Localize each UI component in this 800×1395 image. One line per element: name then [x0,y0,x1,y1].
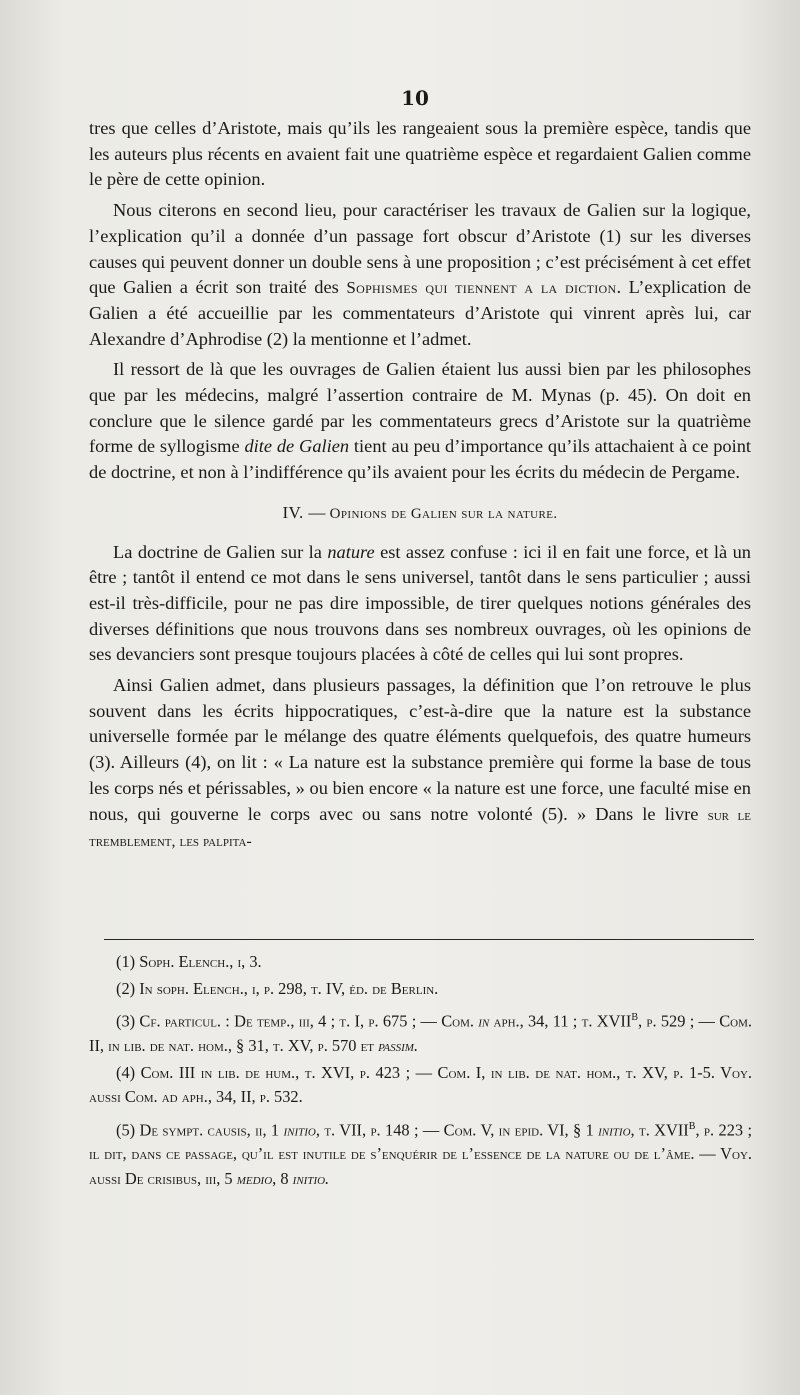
footnotes [89,950,752,1194]
treatise-title: Sophismes qui tiennent a la diction [346,278,617,298]
footnote-3 [89,1004,752,1058]
footnote-5-text-c: , t. XVII [630,1120,689,1140]
footnote-3-text-c: , p. 529 ; — Com. II, in lib. de nat. hom., § 31, t. XV, p. 570 et [89,1011,752,1056]
paragraph-1: tres que celles d’Aristote, mais qu’ils les rangeaient sous la première espèce, tandis que les auteurs plus récents en avaient fait une quatrième espèce et regardaient Galien comme le père de cette opinion. [89,118,751,190]
paragraph-5-text-a: Ainsi Galien admet, dans plusieurs passages, la définition que l’on retrouve le plus souvent dans les écrits hippocratiques, c’est-à-dire que la nature est la substance universelle formée par le mélange des quatre éléments quelquefois, des quatre humeurs (3). Ailleurs (4), on lit : « La nature est la substance première qui forme la base de tous les corps nés et périssables, » ou bien encore « la nature est une force, une faculté mise en nous, qui gouverne le corps avec ou sans notre volonté (5). » Dans le livre [89,675,751,824]
paragraph-4-text-a: La doctrine de Galien sur la [113,541,328,562]
footnote-5-text-e: , 8 [272,1168,293,1188]
footnote-5-italic-2: initio [598,1120,631,1140]
footnote-3-italic-2: passim. [378,1036,419,1056]
paragraph-3-text-a: Il ressort de là que les ouvrages de Galien étaient lus aussi bien par les philosophes que par les médecins, malgré l’assertion contraire de M. Mynas (p. 45). On doit en conclure que le silence gardé par les commentateurs grecs d’Aristote sur la quatrième forme de syllogisme [89,359,751,457]
footnote-5-text-d: , p. 223 ; il dit, dans ce passage, qu’il est inutile de s’enquérir de l’essence de la nature ou de l’âme. — Voy. aussi De crisibus, iii, 5 [89,1120,753,1188]
footnote-divider [104,939,754,940]
footnote-3-italic-1: in [478,1011,490,1031]
paragraph-2 [89,198,751,352]
footnote-1: (1) Soph. Elench., i, 3. [116,952,262,971]
footnote-4: (4) Com. III in lib. de hum., t. XVI, p. 423 ; — Com. I, in lib. de nat. hom., t. XV, p. 1-5. Voy. aussi Com. ad aph., 34, II, p. 532. [89,1063,752,1107]
paragraph-2-text-b: . L’explication de Galien a été accueillie par les commentateurs d’Aristote qui vinrent après lui, car Alexandre d’Aphrodise (2) la mentionne et l’admet. [89,277,752,349]
paragraph-4-italic: nature [327,541,375,562]
paragraph-5-smallcaps: sur le tremblement, les palpita- [89,806,751,851]
main-text [89,116,751,860]
footnote-2: (2) In soph. Elench., i, p. 298, t. IV, éd. de Berlin. [116,979,439,999]
paragraph-5 [89,673,751,855]
footnote-3-text-a: (3) Cf. particul. : De temp., iii, 4 ; t. I, p. 675 ; — Com. [116,1011,479,1031]
section-title: Opinions de Galien sur la nature. [329,505,558,522]
paragraph-4 [89,540,751,669]
paragraph-2-text-a: Nous citerons en second lieu, pour caractériser les travaux de Galien sur la logique, l’explication qu’il a donnée d’un passage fort obscur d’Aristote (1) sur les diverses causes qui peuvent donner un double sens à une proposition ; c’est précisément à cet effet que Galien a écrit son traité des [89,200,751,298]
page-number: 10 [401,86,429,110]
footnote-3-text-b: aph., 34, 11 ; t. XVII [489,1011,632,1031]
paragraph-3-italic: dite de Galien [244,436,350,457]
footnote-5 [89,1113,752,1191]
section-number: IV. — [282,502,326,522]
footnote-5-italic-3: medio [236,1168,273,1188]
footnote-5-italic-4: initio. [292,1168,330,1188]
paragraph-3-text-b: tient au peu d’importance qu’ils attachaient à ce point de doctrine, et non à l’indifférence qu’ils avaient pour les écrits du médecin de Pergame. [89,436,752,483]
footnote-5-text-b: , t. VII, p. 148 ; — Com. V, in epid. VI, § 1 [315,1120,599,1140]
footnote-5-italic-1: initio [283,1120,316,1140]
footnote-3-superscript: b [631,1008,638,1024]
footnote-5-text-a: (5) De sympt. causis, ii, 1 [116,1120,284,1140]
footnote-5-superscript: b [688,1116,696,1132]
paragraph-4-text-b: est assez confuse : ici il en fait une force, et là un être ; tantôt il entend ce mot dans le sens universel, tantôt dans le sens particulier ; aussi est-il très-difficile, pour ne pas dire impossible, de tirer quelques notions générales des diverses définitions que nous trouvons dans ses nombreux ouvrages, où les opinions de ses devanciers sont presque toujours placées à côté de celles qui lui sont propres. [89,541,751,665]
paragraph-3 [89,357,751,486]
section-heading [89,500,751,528]
